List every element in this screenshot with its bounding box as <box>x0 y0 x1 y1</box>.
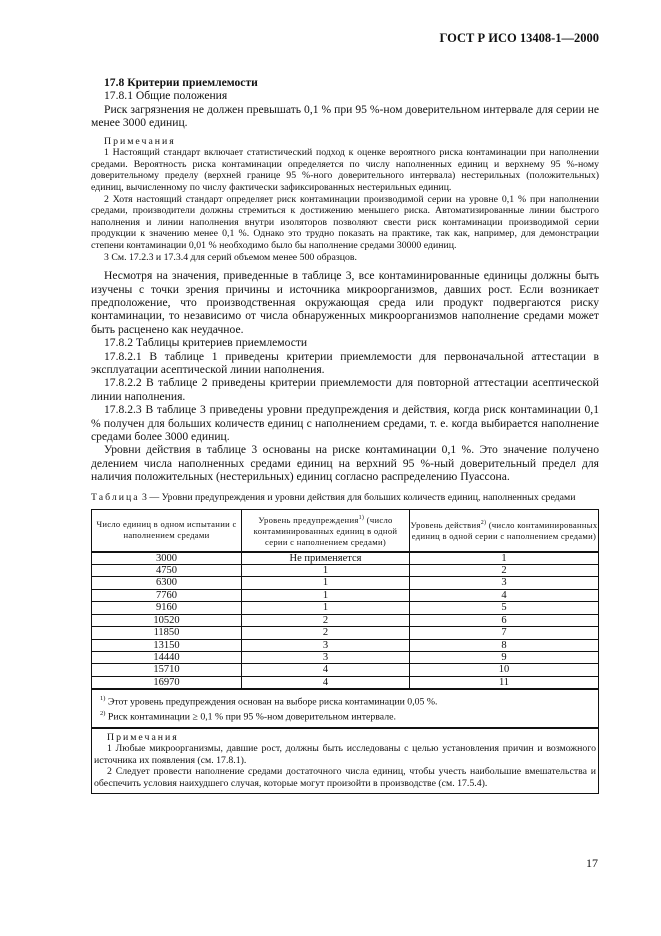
table-caption-text: 3 — Уровни предупреждения и уровни действия для больших количеств единиц, наполненных средами <box>142 491 576 503</box>
table-cell: 16970 <box>92 676 242 689</box>
table-row <box>92 639 599 651</box>
table-row <box>92 589 599 601</box>
paragraph: Риск загрязнения не должен превышать 0,1 % при 95 %-ном доверительном интервале для серии не менее 3000 единиц. <box>91 102 599 130</box>
paragraph: Несмотря на значения, приведенные в таблице 3, все контаминированные единицы должны быть изучены с точки зрения причины и источника микроорганизмов, давших рост. Если возникает предположение, что производственная окружающая среда или продукт подвергаются риску контаминации, то независимо от числа обнаруженных микроорганизмов наполнение средами может быть расценено как неудачное. <box>91 269 599 336</box>
table-cell: 15710 <box>92 664 242 676</box>
table-cell: 7760 <box>92 589 242 601</box>
table-cell: 4750 <box>92 565 242 577</box>
column-header-units: Число единиц в одном испытании с наполнением средами <box>92 509 242 552</box>
table-caption-label: Таблица <box>91 491 140 503</box>
paragraph: 17.8.2.3 В таблице 3 приведены уровни предупреждения и действия, когда риск контаминации 0,1 % получен для больших количеств единиц с наполнением средами, т. е. когда выбирается наполнение средами более 3000 единиц. <box>91 403 599 444</box>
paragraph: 17.8.2.1 В таблице 1 приведены критерии приемлемости для первоначальной аттестации в эксплуатации асептической линии наполнения. <box>91 349 599 376</box>
table-cell: 2 <box>242 614 410 626</box>
table-cell: 6 <box>410 614 599 626</box>
paragraph: 17.8.2.2 В таблице 2 приведены критерии приемлемости для повторной аттестации асептической линии наполнения. <box>91 376 599 403</box>
note: 1 Настоящий стандарт включает статистический подход к оценке вероятного риска контаминации при наполнении средами. Вероятность риска контаминации определяется по числу наполненных единиц и верхнему 95 %-ному доверительному пределу (верхней границе 95 %-ного доверительного интервала) нестерильных (положительных) единиц, вычисленному по числу фактически зафиксированных нестерильных единиц. <box>91 147 599 193</box>
notes-label: Примечания <box>107 731 179 743</box>
table-caption <box>91 492 599 503</box>
table-cell: 2 <box>410 565 599 577</box>
table-cell: 1 <box>242 589 410 601</box>
table-notes <box>92 728 599 793</box>
table-row <box>92 602 599 614</box>
table-cell: 3 <box>242 651 410 663</box>
table-cell: 9160 <box>92 602 242 614</box>
note: 3 См. 17.2.3 и 17.3.4 для серий объемом менее 500 образцов. <box>104 251 357 263</box>
paragraph: Уровни действия в таблице 3 основаны на риске контаминации 0,1 %. Это значение получено делением числа наполненных средами единиц на верхний 95 %-ный доверительный предел для наличия положительных (нестерильных) единиц согласно распределению Пуассона. <box>91 443 599 484</box>
criteria-table <box>91 509 599 794</box>
table-row <box>92 552 599 565</box>
note: 2 Следует провести наполнение средами достаточного числа единиц, чтобы учесть наибольшие вмешательства и обеспечить условия наихудшего случая, которые могут произойти в производстве (см. 17.5.4). <box>94 766 596 790</box>
table-row <box>92 627 599 639</box>
table-cell: 3000 <box>92 552 242 565</box>
notes-label: Примечания <box>104 135 176 147</box>
footnote: Риск контаминации ≥ 0,1 % при 95 %-ном доверительном интервале. <box>107 711 396 723</box>
table-cell: 10 <box>410 664 599 676</box>
table-cell: 2 <box>242 627 410 639</box>
table-cell: 11850 <box>92 627 242 639</box>
table-cell: 4 <box>242 676 410 689</box>
table-cell: 7 <box>410 627 599 639</box>
table-cell: 1 <box>410 552 599 565</box>
table-cell: 14440 <box>92 651 242 663</box>
table-cell: 4 <box>242 664 410 676</box>
table-row <box>92 614 599 626</box>
page-body <box>91 76 599 794</box>
table-row <box>92 577 599 589</box>
column-header-warning: Уровень предупреждения$^{1)}$ (число контаминированных единиц в одной серии с наполнением средами) <box>242 509 410 552</box>
table-cell: 10520 <box>92 614 242 626</box>
note: 2 Хотя настоящий стандарт определяет риск контаминации производимой серии на уровне 0,1 % при наполнении средами, производители должны стремиться к достижению меньшего риска. Автоматизированные линии быстрого наполнения и линии наполнения внутри изоляторов позволяют свести риск контаминации производимой серии продукции к значению менее 0,1 %. Однако это трудно показать на практике, так как, например, для демонстрации степени контаминации 0,01 % необходимо было бы наполнение средами 30000 единиц. <box>91 193 599 251</box>
table-cell: 3 <box>242 639 410 651</box>
table-cell: 4 <box>410 589 599 601</box>
table-cell: 8 <box>410 639 599 651</box>
section-title: 17.8 Критерии приемлемости <box>104 76 258 89</box>
footnote: Этот уровень предупреждения основан на выборе риска контаминации 0,05 %. <box>107 696 438 708</box>
table-row <box>92 651 599 663</box>
note: 1 Любые микроорганизмы, давшие рост, должны быть исследованы с целью установления причин и возможного источника их появления (см. 17.8.1). <box>94 743 596 766</box>
table-cell: 5 <box>410 602 599 614</box>
table-cell: 1 <box>242 577 410 589</box>
table-footnotes: $^{1)}$ Этот уровень предупреждения основан на выборе риска контаминации 0,05 %. $^{2)}$ Риск контаминации ≥ 0,1 % при 95 %-ном доверительном интервале. <box>92 689 599 728</box>
table-cell: 13150 <box>92 639 242 651</box>
table-cell: 1 <box>242 565 410 577</box>
table-cell: 11 <box>410 676 599 689</box>
table-cell: Не применяется <box>242 552 410 565</box>
subsection-title: 17.8.1 Общие положения <box>104 89 228 103</box>
subsection-title: 17.8.2 Таблицы критериев приемлемости <box>104 336 308 350</box>
table-cell: 1 <box>242 602 410 614</box>
standard-header: ГОСТ Р ИСО 13408-1—2000 <box>439 31 599 45</box>
table-row <box>92 664 599 676</box>
page-number: 17 <box>586 856 598 870</box>
table-cell: 3 <box>410 577 599 589</box>
table-row <box>92 565 599 577</box>
table-cell: 9 <box>410 651 599 663</box>
table-row <box>92 676 599 689</box>
table-cell: 6300 <box>92 577 242 589</box>
column-header-action: Уровень действия$^{2)}$ (число контаминированных единиц в одной серии с наполнением средами) <box>410 509 599 552</box>
